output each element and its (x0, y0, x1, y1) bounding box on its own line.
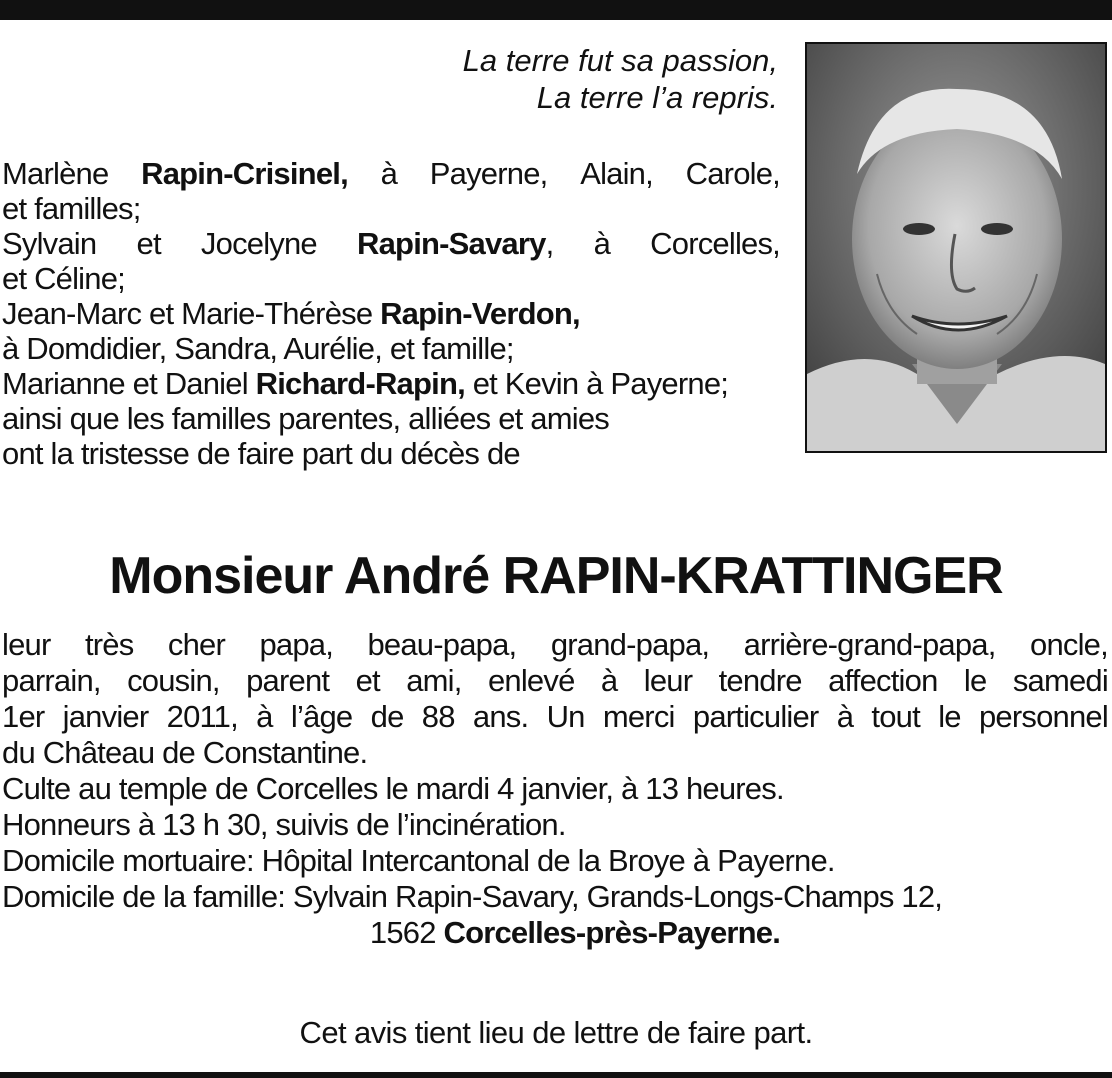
honors-info: Honneurs à 13 h 30, suivis de l’incinération. (2, 807, 566, 842)
word: samedi (1012, 663, 1108, 698)
family-line-9: ont la tristesse de faire part du décès de (2, 436, 520, 471)
word: Un (546, 699, 585, 734)
comma: , (545, 226, 554, 261)
service-info: Culte au temple de Corcelles le mardi 4 janvier, à 13 heures. (2, 771, 784, 806)
word: Sylvain (2, 226, 97, 261)
word: Marlène (2, 156, 109, 191)
word: Payerne, (429, 156, 548, 191)
word: parrain, (2, 663, 101, 698)
family-line-7-post: et Kevin à Payerne; (464, 366, 729, 401)
family-name-rapin-crisinel: Rapin-Crisinel, (141, 156, 348, 191)
word: Alain, (580, 156, 653, 191)
word: leur (643, 663, 693, 698)
word: ami, (406, 663, 462, 698)
bottom-border-rule (0, 1072, 1112, 1078)
body-line-1 (2, 627, 1108, 663)
body-line-2 (2, 663, 1108, 699)
postal-code: 1562 (369, 915, 444, 950)
word: le (938, 699, 961, 734)
word: affection (828, 663, 938, 698)
word: personnel (978, 699, 1108, 734)
word: cousin, (127, 663, 220, 698)
family-name-richard-rapin: Richard-Rapin, (255, 366, 465, 401)
family-line-1 (2, 156, 780, 191)
body-line-3 (2, 699, 1108, 735)
word: l’âge (290, 699, 353, 734)
locality: Corcelles-près-Payerne. (443, 915, 781, 950)
epigraph-line-2: La terre l’a repris. (536, 80, 778, 115)
family-announcement (2, 156, 780, 471)
word: enlevé (487, 663, 575, 698)
word: leur (2, 627, 51, 662)
closing-note: Cet avis tient lieu de lettre de faire part. (299, 1015, 813, 1050)
family-line-4: et Céline; (2, 261, 125, 296)
family-line-5 (2, 296, 780, 331)
family-line-5-text: Jean-Marc et Marie-Thérèse (2, 296, 381, 331)
family-address: Domicile de la famille: Sylvain Rapin-Savary, Grands-Longs-Champs 12, (2, 879, 943, 914)
word: Corcelles, (650, 226, 780, 261)
word: 2011, (166, 699, 238, 734)
word: cher (167, 627, 225, 662)
mortuary-address: Domicile mortuaire: Hôpital Intercantonal de la Broye à Payerne. (2, 843, 835, 878)
body-line-4: du Château de Constantine. (2, 735, 368, 770)
word: à (593, 226, 611, 261)
family-address-locality (2, 915, 1108, 951)
word: à (600, 663, 618, 698)
word: parent (246, 663, 330, 698)
word: à (380, 156, 398, 191)
portrait-photo-icon (807, 44, 1105, 451)
family-name-rapin-verdon: Rapin-Verdon, (380, 296, 580, 331)
word: et (355, 663, 380, 698)
epigraph (360, 42, 778, 116)
word: le (963, 663, 987, 698)
word: à (836, 699, 854, 734)
word: merci (602, 699, 675, 734)
word: papa, (259, 627, 334, 662)
deceased-name: Monsieur André RAPIN-KRATTINGER (109, 547, 1003, 605)
word: de (370, 699, 404, 734)
word: oncle, (1030, 627, 1108, 662)
announcement-body (2, 627, 1108, 951)
word: très (84, 627, 134, 662)
word: grand-papa, (550, 627, 710, 662)
word: ans. (472, 699, 529, 734)
epigraph-line-1: La terre fut sa passion, (462, 43, 778, 78)
family-name-rapin-savary: Rapin-Savary (357, 226, 546, 261)
family-line-7 (2, 366, 780, 401)
family-line-8: ainsi que les familles parentes, alliées et amies (2, 401, 609, 436)
family-line-6: à Domdidier, Sandra, Aurélie, et famille; (2, 331, 514, 366)
word: à (256, 699, 273, 734)
word: 1er (2, 699, 45, 734)
word: janvier (62, 699, 149, 734)
word: tout (871, 699, 920, 734)
family-line-2: et familles; (2, 191, 141, 226)
family-line-7-pre: Marianne et Daniel (2, 366, 256, 401)
top-border-rule (0, 0, 1112, 20)
family-name-rapin-savary-group (357, 226, 553, 261)
word: particulier (692, 699, 819, 734)
word: arrière-grand-papa, (743, 627, 996, 662)
portrait-photo (805, 42, 1107, 453)
word: et (136, 226, 161, 261)
word: tendre (718, 663, 802, 698)
word: 88 (421, 699, 455, 734)
word: Carole, (685, 156, 780, 191)
family-line-3 (2, 226, 780, 261)
word: Jocelyne (200, 226, 317, 261)
word: beau-papa, (367, 627, 517, 662)
